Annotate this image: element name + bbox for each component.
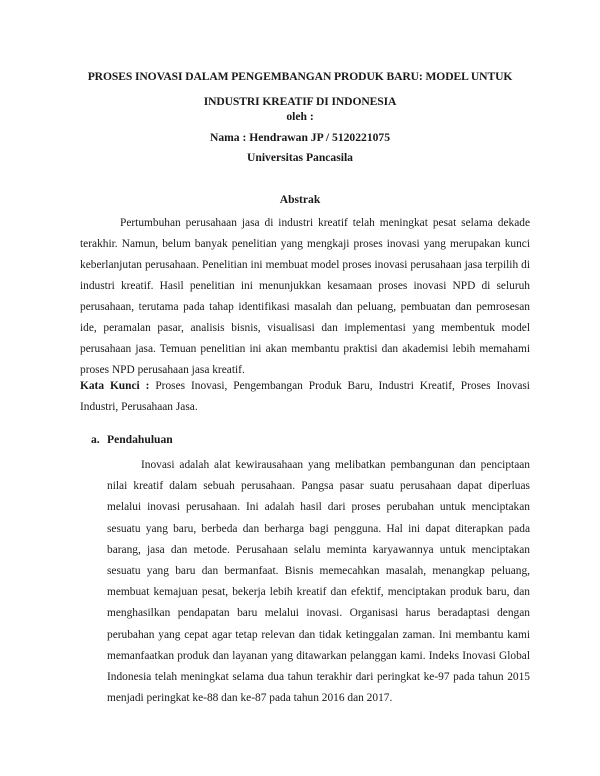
section-heading xyxy=(91,432,173,448)
keywords-paragraph xyxy=(80,376,530,418)
by-label: oleh : xyxy=(286,110,314,123)
paper-title xyxy=(60,64,540,114)
section-title: Pendahuluan xyxy=(107,433,173,446)
abstract-body: Pertumbuhan perusahaan jasa di industri kreatif telah meningkat pesat selama dekade terakhir. Namun, belum banyak penelitian yang mengkaji proses inovasi yang merupakan kunci keberlanjutan perusahaan. Penelitian ini membuat model proses inovasi perusahaan jasa terpilih di industri kreatif. Hasil penelitian ini menunjukkan kesamaan proses inovasi NPD di seluruh perusahaan, terutama pada tahap identifikasi masalah dan peluang, pembuatan dan pemrosesan ide, peramalan pasar, analisis bisnis, visualisasi dan implementasi yang membentuk model perusahaan jasa. Temuan penelitian ini akan membantu praktisi dan akademisi lebih memahami proses NPD perusahaan jasa kreatif. xyxy=(80,217,530,376)
abstract-heading: Abstrak xyxy=(279,193,321,206)
author-line: Nama : Hendrawan JP / 5120221075 xyxy=(209,131,391,144)
keywords-text: Proses Inovasi, Pengembangan Produk Baru, Industri Kreatif, Proses Inovasi Industri, Perusahaan Jasa. xyxy=(80,380,530,413)
paper-title-line-1: PROSES INOVASI DALAM PENGEMBANGAN PRODUK BARU: MODEL UNTUK xyxy=(87,70,513,83)
affiliation: Universitas Pancasila xyxy=(247,151,353,164)
section-marker: a. xyxy=(91,433,100,446)
keywords-label: Kata Kunci : xyxy=(80,380,150,392)
paper-title-line-2: INDUSTRI KREATIF DI INDONESIA xyxy=(203,95,397,108)
section-body: Inovasi adalah alat kewirausahaan yang melibatkan pembangunan dan penciptaan nilai kreatif dalam sebuah perusahaan. Pangsa pasar suatu perusahaan dapat diperluas melalui inovasi perusahaan. Ini adalah hasil dari proses perubahan untuk menciptakan sesuatu yang baru, berbeda dan berharga bagi pengguna. Hal ini dapat diterapkan pada barang, jasa dan metode. Perusahaan selalu meminta karyawannya untuk menciptakan sesuatu yang baru dan bermanfaat. Bisnis memecahkan masalah, menangkap peluang, membuat kemajuan pesat, bekerja lebih kreatif dan efektif, menciptakan produk baru, dan menghasilkan pendapatan baru melalui inovasi. Organisasi harus beradaptasi dengan perubahan yang cepat agar tetap relevan dan tidak ketinggalan zaman. Ini membantu kami memanfaatkan produk dan layanan yang ditawarkan pelanggan kami. Indeks Inovasi Global Indonesia telah meningkat selama dua tahun terakhir dari peringkat ke-97 pada tahun 2015 menjadi peringkat ke-88 dan ke-87 pada tahun 2016 dan 2017. xyxy=(107,459,530,705)
